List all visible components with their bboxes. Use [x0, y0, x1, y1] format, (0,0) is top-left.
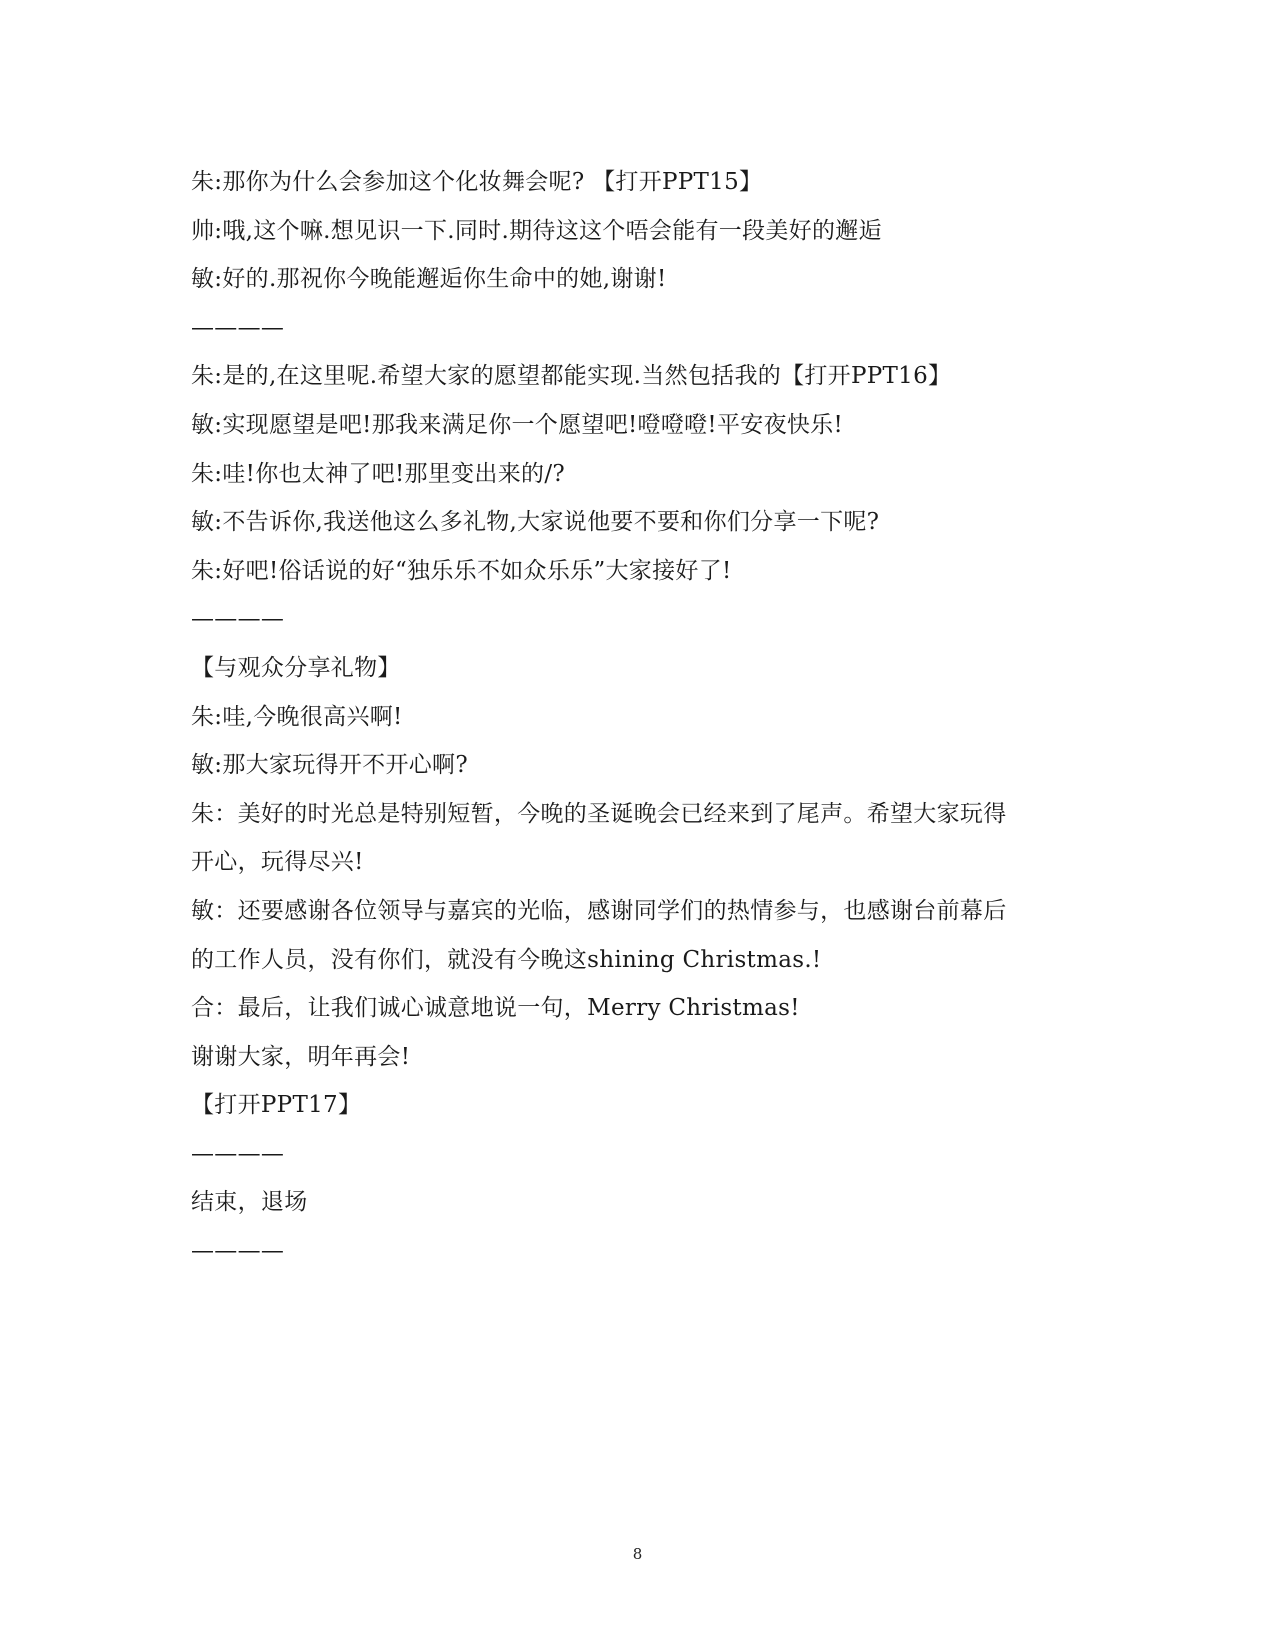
stage-direction: 【打开PPT17】 — [191, 1092, 362, 1119]
dialogue-line: 帅:哦,这个嘛.想见识一下.同时.期待这这个唔会能有一段美好的邂逅 — [191, 217, 882, 244]
dialogue-line: 敏:不告诉你,我送他这么多礼物,大家说他要不要和你们分享一下呢? — [191, 509, 880, 536]
dialogue-line: 朱:是的,在这里呢.希望大家的愿望都能实现.当然包括我的【打开PPT16】 — [191, 363, 952, 390]
dialogue-line: 敏:那大家玩得开不开心啊? — [191, 752, 468, 779]
page-number: 8 — [632, 1545, 643, 1563]
dialogue-line: 敏:好的.那祝你今晚能邂逅你生命中的她,谢谢! — [191, 266, 667, 293]
dialogue-line: 朱:那你为什么会参加这个化妆舞会呢? 【打开PPT15】 — [191, 169, 763, 195]
document-body — [191, 158, 1071, 1276]
dialogue-line: 谢谢大家，明年再会! — [191, 1043, 411, 1070]
dialogue-line: 朱:好吧!俗话说的好“独乐乐不如众乐乐”大家接好了! — [191, 557, 732, 584]
stage-direction: 【与观众分享礼物】 — [191, 654, 401, 681]
section-separator: ———— — [191, 606, 285, 633]
dialogue-line: 朱：美好的时光总是特别短暂，今晚的圣诞晚会已经来到了尾声。希望大家玩得 — [191, 800, 1007, 827]
dialogue-line: 敏：还要感谢各位领导与嘉宾的光临，感谢同学们的热情参与，也感谢台前幕后 — [191, 897, 1007, 924]
stage-direction: 结束，退场 — [191, 1189, 308, 1216]
dialogue-line-continued: 的工作人员，没有你们，就没有今晚这shining Christmas.! — [191, 946, 822, 973]
dialogue-line-continued: 开心，玩得尽兴! — [191, 849, 364, 876]
section-separator: ———— — [191, 1238, 285, 1265]
dialogue-line: 敏:实现愿望是吧!那我来满足你一个愿望吧!噔噔噔!平安夜快乐! — [191, 411, 844, 438]
section-separator: ———— — [191, 1140, 285, 1167]
dialogue-line: 朱:哇,今晚很高兴啊! — [191, 703, 403, 730]
section-separator: ———— — [191, 314, 285, 341]
dialogue-line: 合：最后，让我们诚心诚意地说一句，Merry Christmas! — [191, 995, 800, 1022]
dialogue-line: 朱:哇!你也太神了吧!那里变出来的/? — [191, 460, 566, 487]
